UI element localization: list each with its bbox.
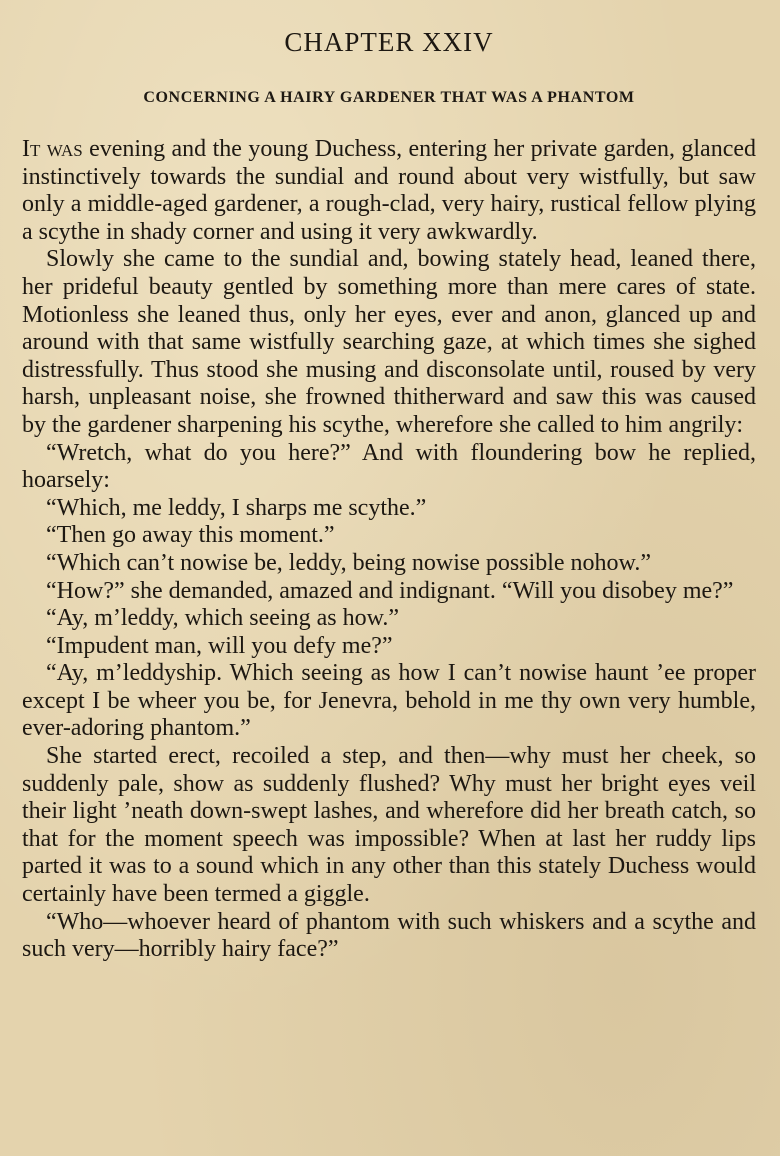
paragraph: “Ay, m’leddy, which seeing as how.” [46, 605, 400, 632]
paragraph: “Then go away this moment.” [46, 522, 335, 549]
lead-in-smallcaps: It was [22, 136, 83, 162]
paragraph: “Who—whoever heard of phantom with such whiskers and a scythe and such very—horribly hairy face?” [22, 908, 756, 963]
paragraph [22, 136, 756, 246]
chapter-subtitle: CONCERNING A HAIRY GARDENER THAT WAS A PHANTOM [143, 89, 635, 106]
chapter-title: CHAPTER XXIV [284, 27, 494, 57]
paragraph: “How?” she demanded, amazed and indignant. “Will you disobey me?” [46, 577, 734, 604]
paragraph: Slowly she came to the sundial and, bowing stately head, leaned there, her prideful beauty gentled by something more than mere cares of state. Motionless she leaned thus, only her eyes, ever and anon, glanced up and around with that same wistfully searching gaze, at which times she sighed distressfully. Thus stood she musing and disconsolate until, roused by very harsh, unpleasant noise, she frowned thitherward and saw this was caused by the gardener sharpening his scythe, wherefore she called to him angrily: [22, 246, 756, 438]
paragraph: “Which can’t nowise be, leddy, being nowise possible nohow.” [46, 549, 651, 576]
paragraph: “Wretch, what do you here?” And with floundering bow he replied, hoarsely: [22, 439, 756, 494]
paragraph: “Impudent man, will you defy me?” [46, 632, 393, 659]
chapter-body [22, 136, 756, 964]
paragraph: She started erect, recoiled a step, and then—why must her cheek, so suddenly pale, show as suddenly flushed? Why must her bright eyes veil their light ’neath down-swept lashes, and wherefore did her breath catch, so that for the moment speech was impossible? When at last her ruddy lips parted it was to a sound which in any other than this stately Duchess would certainly have been termed a giggle. [22, 743, 756, 908]
paragraph: “Ay, m’leddyship. Which seeing as how I can’t nowise haunt ’ee proper except I be wheer you be, for Jenevra, behold in me thy own very humble, ever-adoring phantom.” [22, 660, 756, 742]
paragraph: “Which, me leddy, I sharps me scythe.” [46, 494, 427, 521]
paragraph-text: evening and the young Duchess, entering her private garden, glanced instinctively towards the sundial and round about very wistfully, but saw only a middle-aged gardener, a rough-clad, very hairy, rustical fellow plying a scythe in shady corner and using it very awkwardly. [22, 136, 757, 245]
